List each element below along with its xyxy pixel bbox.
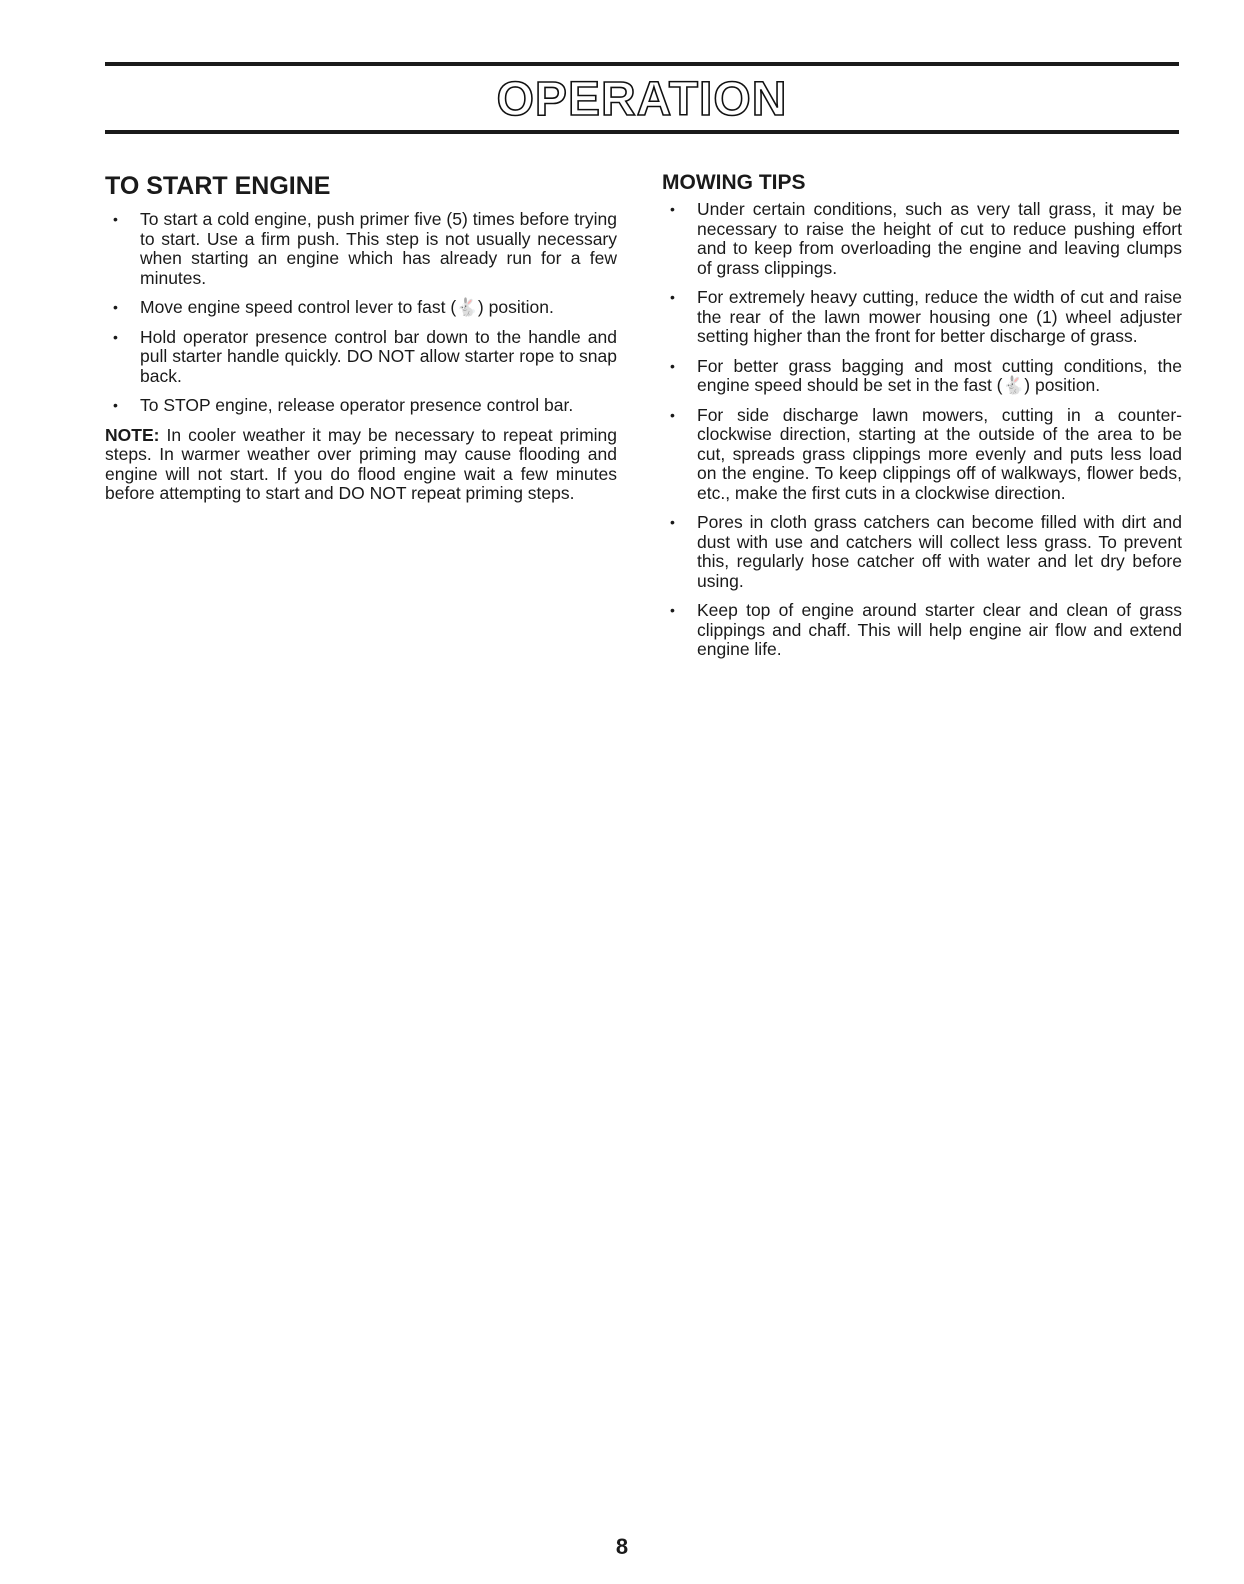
list-item: • For better grass bagging and most cutting conditions, the engine speed should be set in the fast (🐇) position. (670, 355, 1182, 395)
list-item: • Hold operator presence control bar down to the handle and pull starter handle quickly. DO NOT allow starter rope to snap back. (113, 326, 617, 386)
bullet-icon: • (670, 406, 675, 423)
note-text: In cooler weather it may be necessary to repeat priming steps. In warmer weather over priming may cause flooding and engine will not start. If you do flood engine wait a few minutes before attempting to start and DO NOT repeat priming steps. (105, 424, 617, 503)
bullet-icon: • (670, 514, 675, 530)
bullet-icon: • (113, 211, 118, 227)
list-item: • Keep top of engine around starter clear and clean of grass clippings and chaff. This will help engine air flow and extend engine life. (670, 600, 1182, 659)
bullet-icon: • (113, 299, 118, 315)
mowing-tips-list (662, 200, 1182, 660)
list-item: • Pores in cloth grass catchers can become filled with dirt and dust with use and catchers will collect less grass. To prevent this, regularly hose catcher off with water and let dry before using. (670, 512, 1182, 591)
start-engine-heading: TO START ENGINE (105, 172, 331, 200)
bullet-icon: • (670, 357, 675, 374)
list-item: • Under certain conditions, such as very tall grass, it may be necessary to raise the height of cut to reduce pushing effort and to keep from overloading the engine and leaving clumps of grass clippings. (670, 199, 1182, 278)
bullet-icon: • (113, 397, 118, 413)
list-item: • For side discharge lawn mowers, cutting in a counter-clockwise direction, starting at the outside of the area to be cut, spreads grass clippings more evenly and puts less load on the engine. To keep clippings off of walkways, flower beds, etc., make the first cuts in a clockwise direction. (670, 404, 1182, 503)
page-number: 8 (615, 1534, 629, 1559)
start-engine-list (105, 210, 617, 416)
mowing-tips-heading: MOWING TIPS (662, 171, 806, 194)
bullet-icon: • (670, 201, 675, 217)
list-item: • Move engine speed control lever to fast (🐇) position. (113, 297, 554, 317)
header-top-rule (105, 62, 1179, 66)
list-item: • For extremely heavy cutting, reduce the width of cut and raise the rear of the lawn mower housing one (1) wheel adjuster setting higher than the front for better discharge of grass. (670, 287, 1182, 346)
bullet-icon: • (670, 289, 675, 305)
note-paragraph (105, 426, 617, 504)
list-item: • To start a cold engine, push primer five (5) times before trying to start. Use a firm push. This step is not usually necessary when starting an engine which has already run for a few minutes. (113, 209, 617, 288)
header-bottom-rule (105, 130, 1179, 134)
bullet-icon: • (670, 602, 675, 618)
bullet-icon: • (113, 328, 118, 345)
mowing-tips-section (662, 170, 1182, 670)
start-engine-section (105, 170, 617, 504)
note-label: NOTE: (105, 424, 160, 445)
list-item: • To STOP engine, release operator presence control bar. (113, 395, 574, 415)
page-title: OPERATION (496, 73, 788, 126)
